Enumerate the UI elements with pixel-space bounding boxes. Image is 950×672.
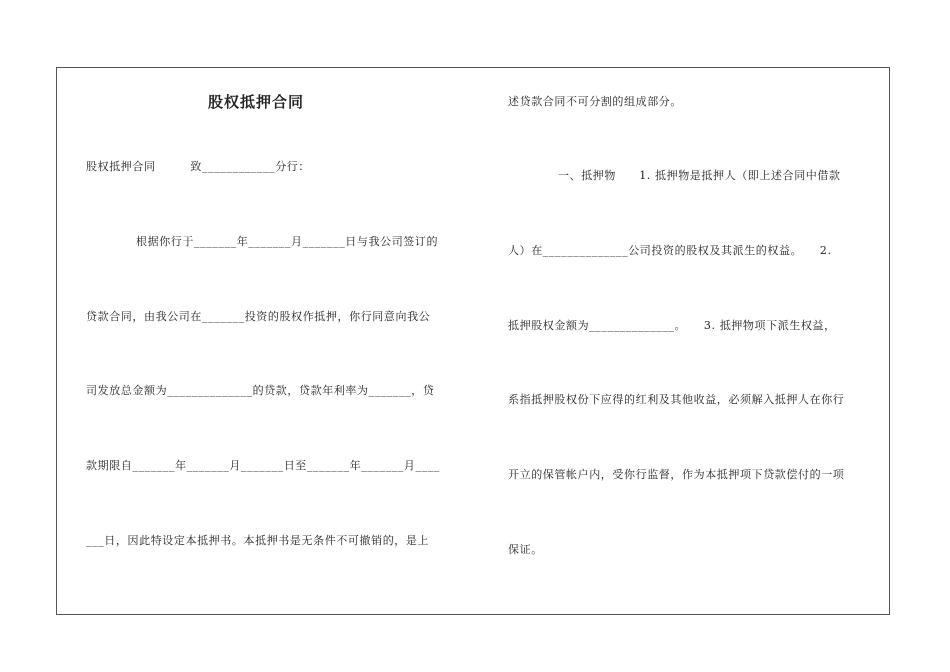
- right-line-1: 述贷款合同不可分割的组成部分。: [508, 95, 682, 108]
- left-line-2: 根据你行于_______年_______月_______日与我公司签订的: [136, 235, 439, 248]
- right-line-5: 系指抵押股权份下应得的红利及其他收益，必须解入抵押人在你行: [508, 393, 845, 406]
- right-line-7: 保证。: [508, 543, 543, 556]
- left-line-1: 股权抵押合同 致____________分行：: [86, 160, 310, 173]
- right-line-3: 人）在______________公司投资的股权及其派生的权益。 2.: [508, 244, 832, 257]
- left-line-5: 款期限自_______年_______月_______日至_______年_______月____: [86, 459, 440, 472]
- right-line-2: 一、抵押物 1. 抵押物是抵押人（即上述合同中借款: [558, 169, 841, 182]
- left-line-4: 司发放总金额为______________的贷款，贷款年利率为_______，贷: [86, 384, 435, 397]
- right-line-6: 开立的保管帐户内，受你行监督，作为本抵押项下贷款偿付的一项: [508, 468, 845, 481]
- left-line-3: 贷款合同，由我公司在_______投资的股权作抵押，你行同意向我公: [86, 310, 431, 323]
- left-line-6: ___日，因此特设定本抵押书。本抵押书是无条件不可撤销的，是上: [86, 534, 430, 547]
- document-title: 股权抵押合同: [208, 93, 305, 111]
- page-border: [56, 67, 890, 615]
- right-line-4: 抵押股权金额为______________。 3. 抵押物项下派生权益，: [508, 319, 836, 332]
